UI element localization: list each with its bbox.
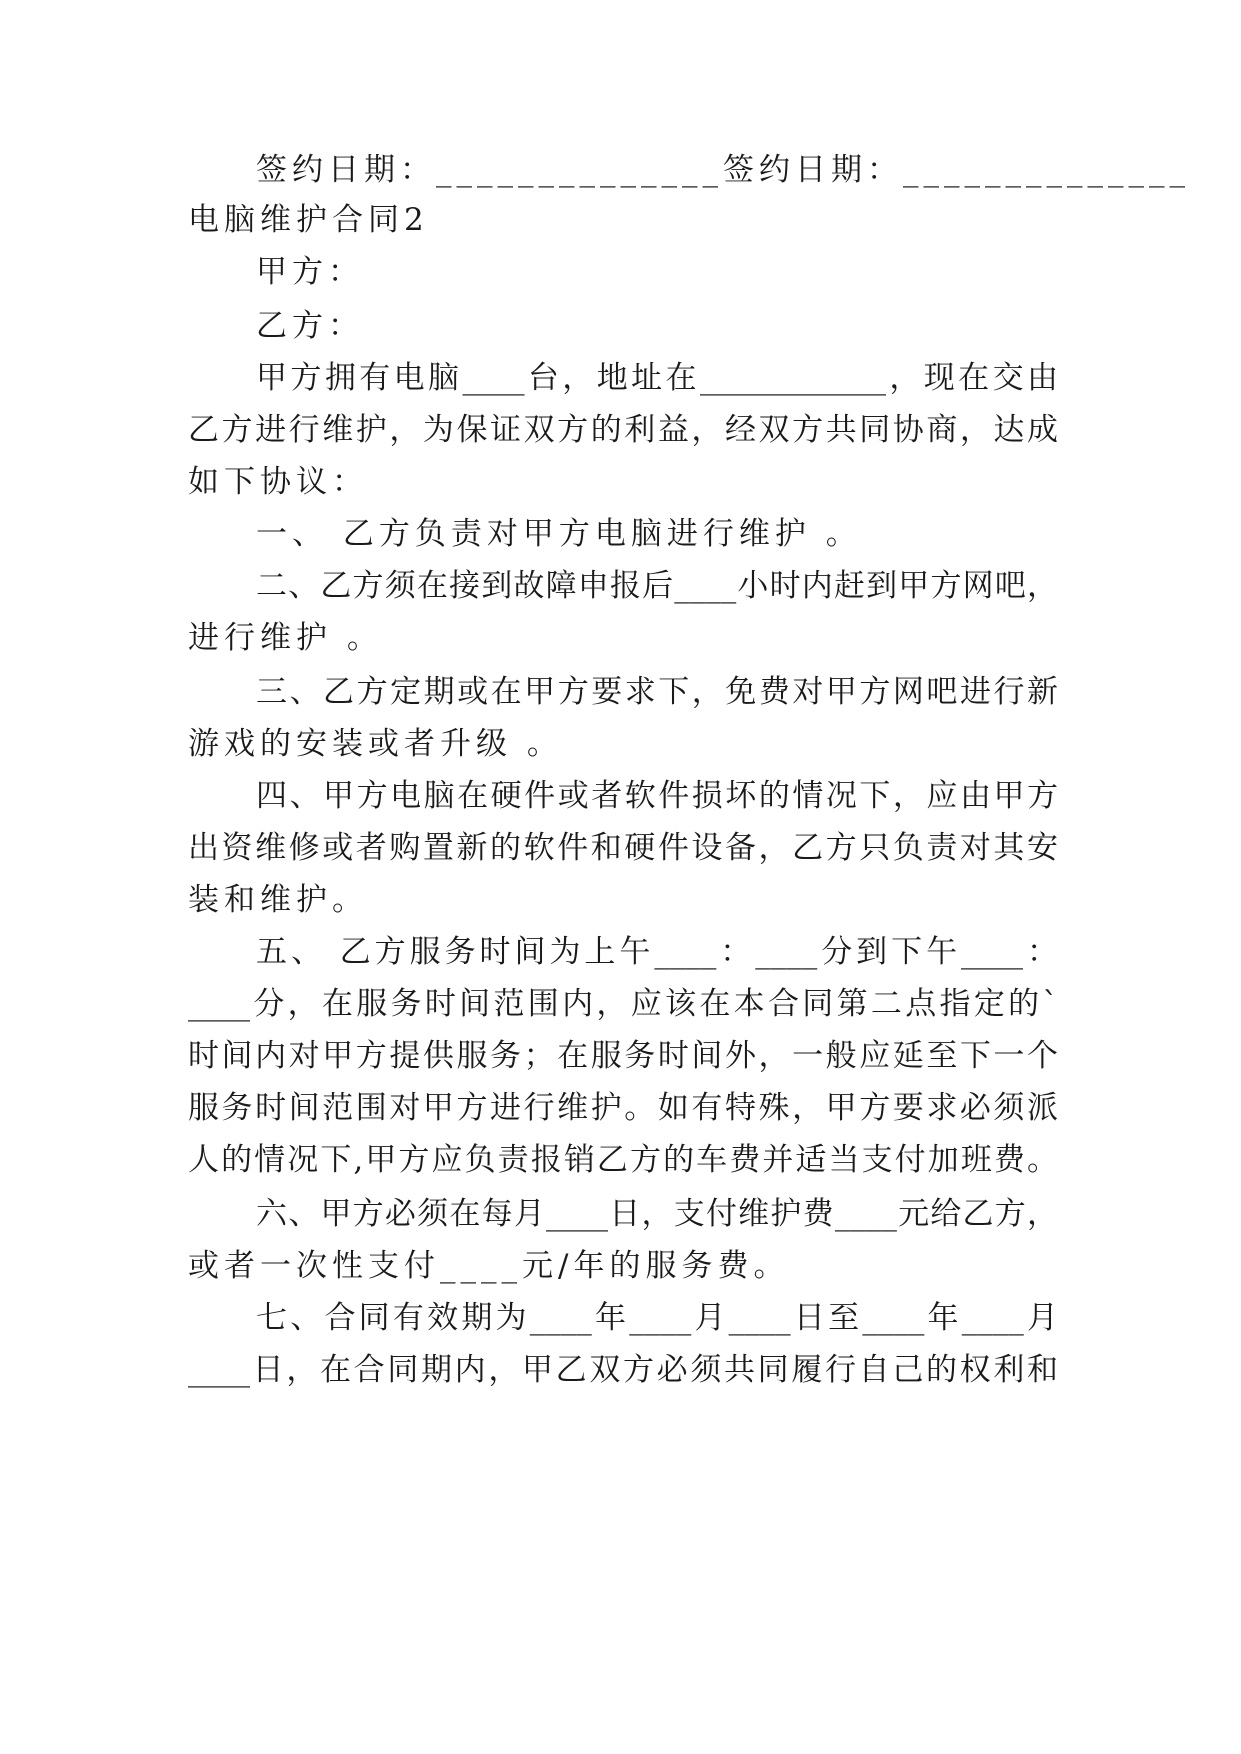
clause-5-line-1: 五、 乙方服务时间为上午____：____分到下午____： bbox=[256, 934, 1058, 970]
clause-3-line-1: 三、乙方定期或在甲方要求下，免费对甲方网吧进行新 bbox=[256, 674, 1058, 710]
clause-1: 一、 乙方负责对甲方电脑进行维护 。 bbox=[256, 516, 862, 552]
clause-5-line-2: ____分，在服务时间范围内，应该在本合同第二点指定的` bbox=[188, 986, 1058, 1022]
document-title: 电脑维护合同2 bbox=[188, 202, 429, 238]
paragraph-intro-line-1: 甲方拥有电脑____台，地址在____________，现在交由 bbox=[256, 360, 1058, 396]
clause-4-line-1: 四、甲方电脑在硬件或者软件损坏的情况下，应由甲方 bbox=[256, 778, 1058, 814]
clause-4-line-2: 出资维修或者购置新的软件和硬件设备，乙方只负责对其安 bbox=[188, 830, 1058, 866]
clause-4-line-3: 装和维护。 bbox=[188, 882, 368, 918]
clause-6-line-1: 六、甲方必须在每月____日，支付维护费____元给乙方， bbox=[256, 1196, 1058, 1232]
clause-5-line-4: 服务时间范围对甲方进行维护。如有特殊，甲方要求必须派 bbox=[188, 1090, 1058, 1126]
paragraph-intro-line-3: 如下协议： bbox=[188, 464, 368, 500]
clause-7-line-1: 七、合同有效期为____年____月____日至____年____月 bbox=[256, 1300, 1058, 1336]
paragraph-intro-line-2: 乙方进行维护，为保证双方的利益，经双方共同协商，达成 bbox=[188, 412, 1058, 448]
clause-6-line-2: 或者一次性支付____元/年的服务费。 bbox=[188, 1248, 790, 1284]
clause-5-line-3: 时间内对甲方提供服务；在服务时间外，一般应延至下一个 bbox=[188, 1038, 1058, 1074]
party-b-line: 乙方： bbox=[256, 308, 364, 344]
clause-2-line-2: 进行维护 。 bbox=[188, 620, 383, 656]
party-a-line: 甲方： bbox=[256, 254, 364, 290]
clause-7-line-2: ____日，在合同期内，甲乙双方必须共同履行自己的权利和 bbox=[188, 1352, 1058, 1388]
signing-date-line: 签约日期：______________签约日期：______________ bbox=[256, 152, 1190, 188]
clause-3-line-2: 游戏的安装或者升级 。 bbox=[188, 726, 563, 762]
clause-5-line-5: 人的情况下,甲方应负责报销乙方的车费并适当支付加班费。 bbox=[188, 1142, 1058, 1178]
clause-2-line-1: 二、乙方须在接到故障申报后____小时内赶到甲方网吧， bbox=[256, 568, 1058, 604]
